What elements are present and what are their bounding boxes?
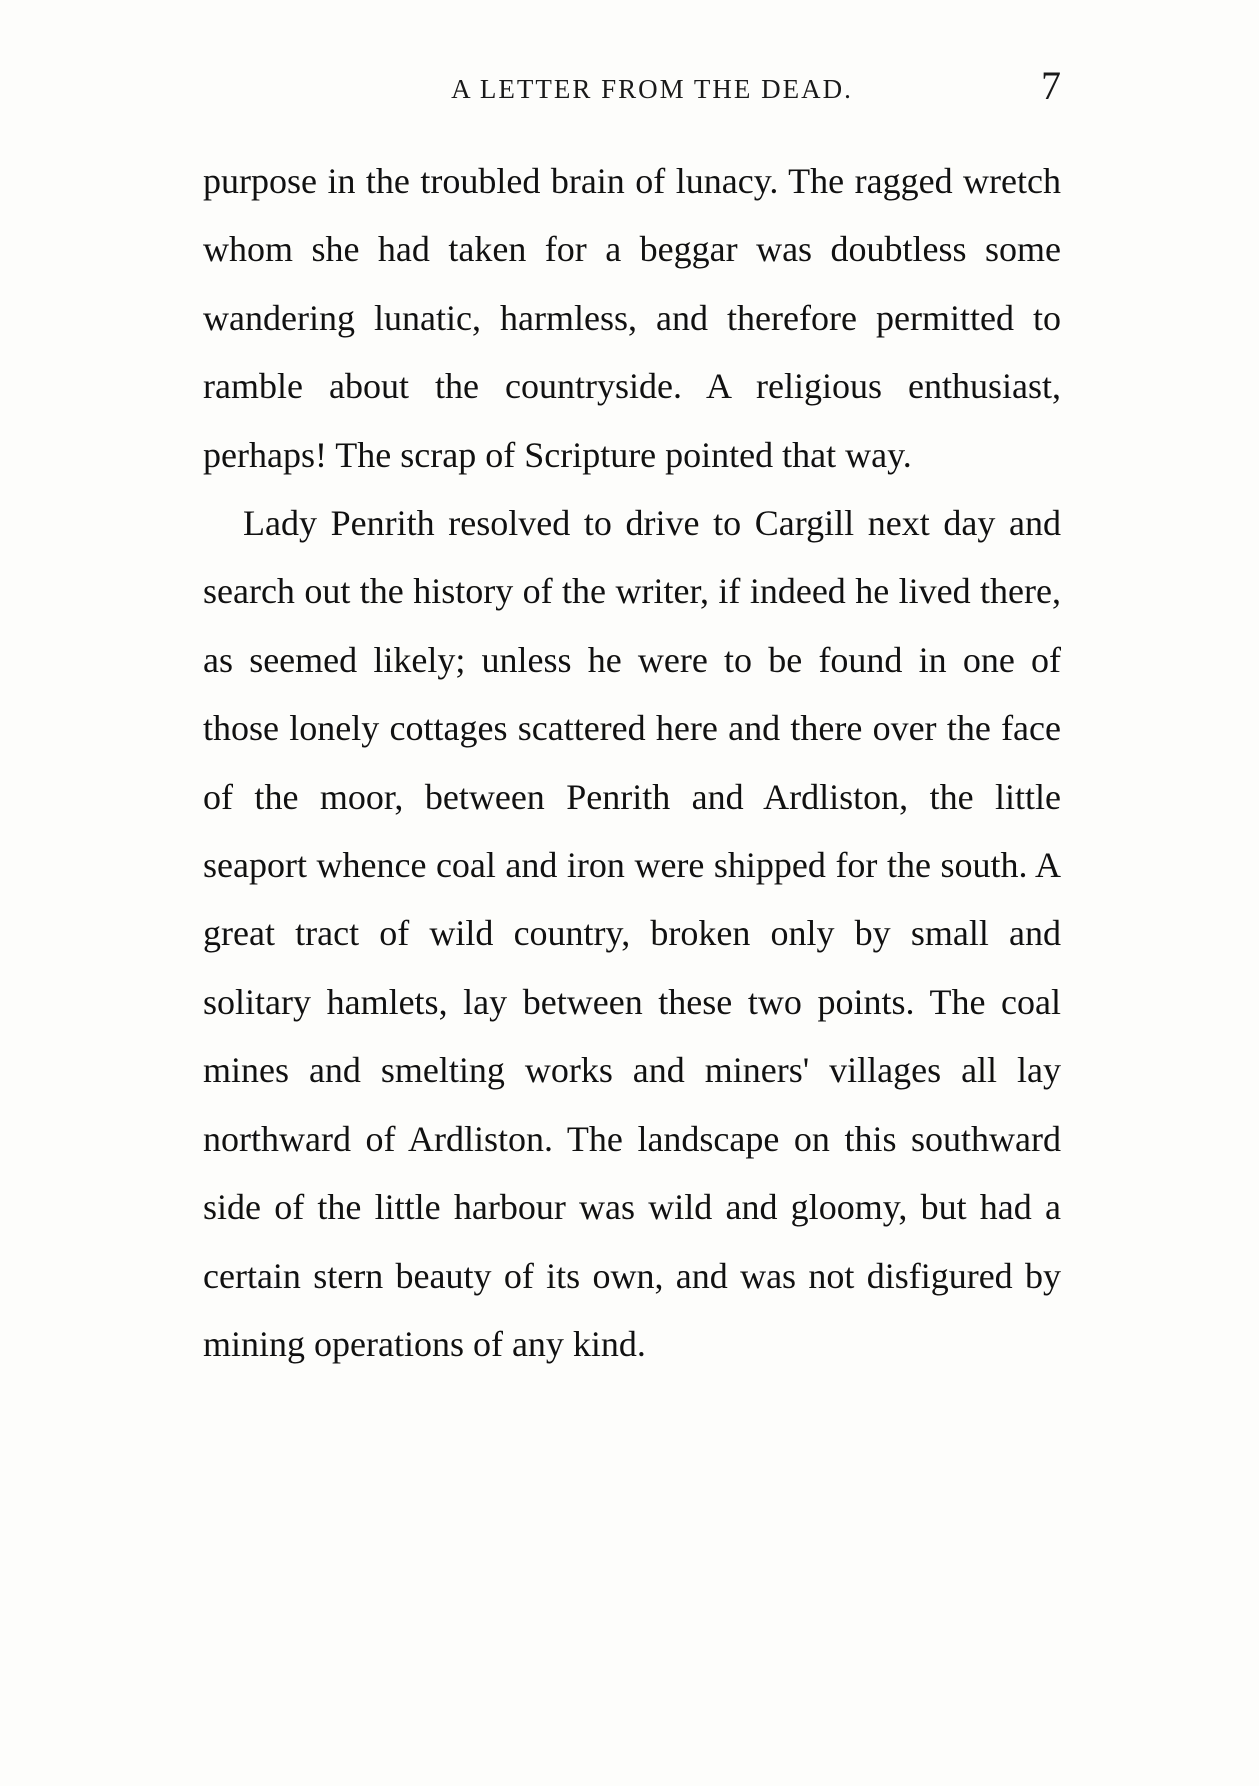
body-text — [203, 147, 1061, 1378]
paragraph-2: Lady Penrith resolved to drive to Cargill next day and search out the history of the writer, if indeed he lived there, as seemed likely; unless he were to be found in one of those lonely cottages scattered here and there over the face of the moor, between Penrith and Ardliston, the little seaport whence coal and iron were shipped for the south. A great tract of wild country, broken only by small and solitary hamlets, lay between these two points. The coal mines and smelting works and miners' villages all lay northward of Ardliston. The landscape on this southward side of the little harbour was wild and gloomy, but had a certain stern beauty of its own, and was not disfigured by mining operations of any kind. — [203, 503, 1061, 1364]
paragraph-1: purpose in the troubled brain of lunacy. The ragged wretch whom she had taken for a beggar was doubtless some wandering lunatic, harmless, and therefore permitted to ramble about the countryside. A religious enthusiast, perhaps! The scrap of Scripture pointed that way. — [203, 161, 1061, 475]
page-header — [203, 62, 1061, 122]
running-title: A LETTER FROM THE DEAD. — [451, 74, 853, 104]
page-number: 7 — [1041, 63, 1061, 108]
